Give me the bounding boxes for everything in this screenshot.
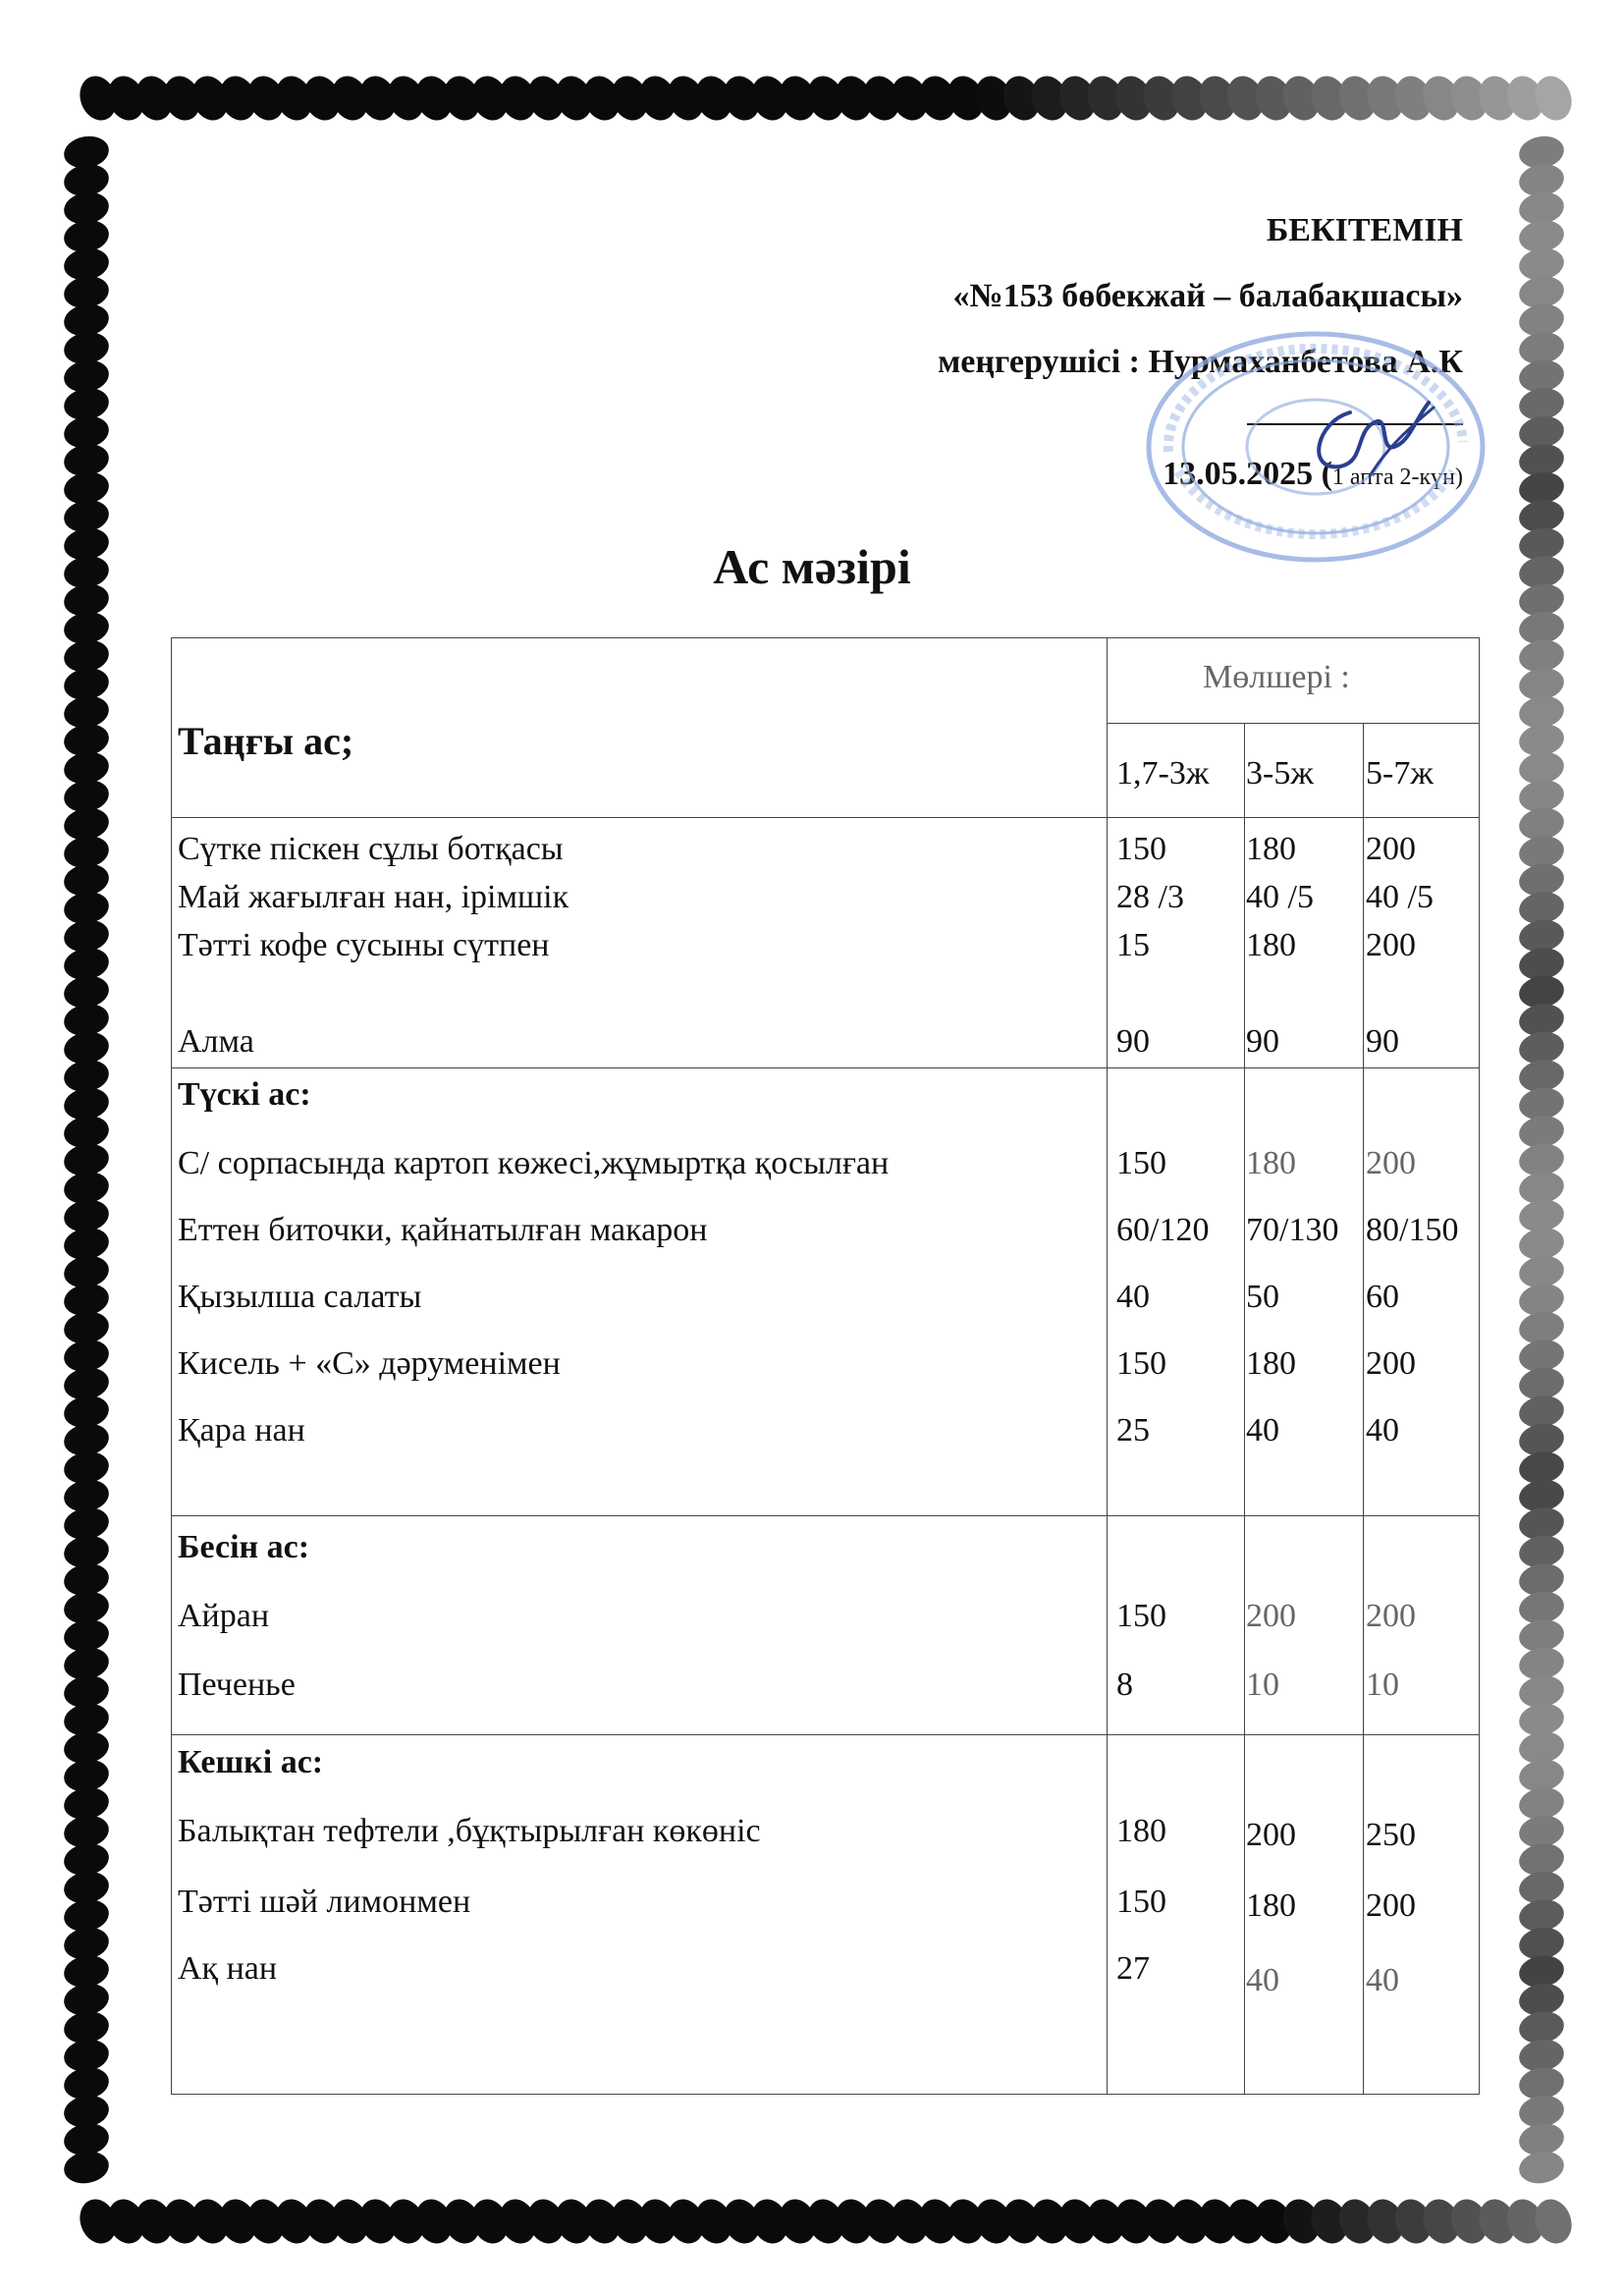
dish-name: Еттен биточки, қайнатылған макарон [178,1212,708,1248]
portion-value: 40 [1116,1279,1150,1315]
portion-value: 40 /5 [1246,879,1314,915]
portion-value: 40 [1366,1412,1399,1449]
dish-name: Май жағылған нан, ірімшік [178,879,569,915]
dish-name: Печенье [178,1667,296,1703]
dish-name: Алма [178,1023,254,1060]
column-divider [1244,723,1245,2094]
portion-value: 8 [1116,1667,1133,1703]
portion-value: 90 [1116,1023,1150,1060]
portion-value: 10 [1366,1667,1399,1703]
director-name: меңгерушісі : Нурмаханбетова А.К [938,344,1463,380]
row-divider [172,1067,1479,1068]
portion-value: 180 [1246,1145,1296,1181]
meal-section-title: Түскі ас: [178,1076,311,1113]
portion-value: 150 [1116,1598,1166,1634]
portion-value: 200 [1246,1817,1296,1853]
portion-value: 150 [1116,1345,1166,1382]
portion-value: 200 [1366,1345,1416,1382]
portion-value: 60 [1366,1279,1399,1315]
portion-value: 15 [1116,927,1150,963]
age-group-header: 1,7-3ж [1116,755,1210,792]
portion-value: 180 [1246,1345,1296,1382]
portion-value: 25 [1116,1412,1150,1449]
portion-value: 200 [1366,1887,1416,1924]
portion-value: 28 /3 [1116,879,1184,915]
portion-value: 60/120 [1116,1212,1210,1248]
portion-value: 200 [1366,927,1416,963]
border-scallop [1517,2148,1567,2187]
dish-name: Сүтке піскен сұлы ботқасы [178,831,564,867]
portion-value: 70/130 [1246,1212,1339,1248]
portion-value: 27 [1116,1950,1150,1987]
portion-value: 90 [1246,1023,1279,1060]
age-group-header: 5-7ж [1366,755,1434,792]
portion-value: 150 [1116,831,1166,867]
menu-table [171,637,1480,2095]
portion-value: 180 [1246,831,1296,867]
meal-section-title: Кешкі ас: [178,1744,324,1780]
portion-header: Мөлшері : [1203,659,1350,695]
portion-value: 250 [1366,1817,1416,1853]
meal-section-title: Таңғы ас; [178,719,354,763]
dish-name: Тәтті кофе сусыны сүтпен [178,927,550,963]
page-title: Ас мәзірі [713,539,911,594]
portion-value: 180 [1116,1813,1166,1849]
portion-value: 40 [1246,1962,1279,1998]
portion-value: 40 [1246,1412,1279,1449]
date-note: 1 апта 2-күн) [1331,465,1463,490]
portion-value: 200 [1366,1145,1416,1181]
row-divider [172,1734,1479,1735]
dish-name: Қызылша салаты [178,1279,422,1315]
date-value: 13.05.2025 ( [1163,456,1332,492]
portion-value: 180 [1246,927,1296,963]
signature [1296,393,1443,491]
portion-value: 150 [1116,1145,1166,1181]
dish-name: Айран [178,1598,270,1634]
approval-heading: БЕКІТЕМІН [1266,212,1463,248]
row-divider [172,1515,1479,1516]
dish-name: Кисель + «С» дәруменімен [178,1345,561,1382]
dish-name: Ақ нан [178,1950,278,1987]
portion-value: 50 [1246,1279,1279,1315]
row-divider [172,817,1479,818]
portion-value: 180 [1246,1887,1296,1924]
age-group-header: 3-5ж [1246,755,1314,792]
portion-value: 200 [1366,1598,1416,1634]
meal-section-title: Бесін ас: [178,1529,310,1565]
portion-value: 150 [1116,1884,1166,1920]
dish-name: Тәтті шәй лимонмен [178,1884,471,1920]
portion-value: 90 [1366,1023,1399,1060]
column-divider [1107,638,1108,2094]
row-divider [1107,723,1479,724]
portion-value: 10 [1246,1667,1279,1703]
portion-value: 40 [1366,1962,1399,1998]
column-divider [1363,723,1364,2094]
dish-name: Қара нан [178,1412,305,1449]
dish-name: С/ сорпасында картоп көжесі,жұмыртқа қосылған [178,1145,890,1181]
portion-value: 200 [1246,1598,1296,1634]
dish-name: Балықтан тефтели ,бұқтырылған көкөніс [178,1813,761,1849]
portion-value: 200 [1366,831,1416,867]
portion-value: 80/150 [1366,1212,1459,1248]
portion-value: 40 /5 [1366,879,1434,915]
institution-name: «№153 бөбекжай – балабақшасы» [952,278,1463,314]
border-scallop [62,2148,112,2187]
